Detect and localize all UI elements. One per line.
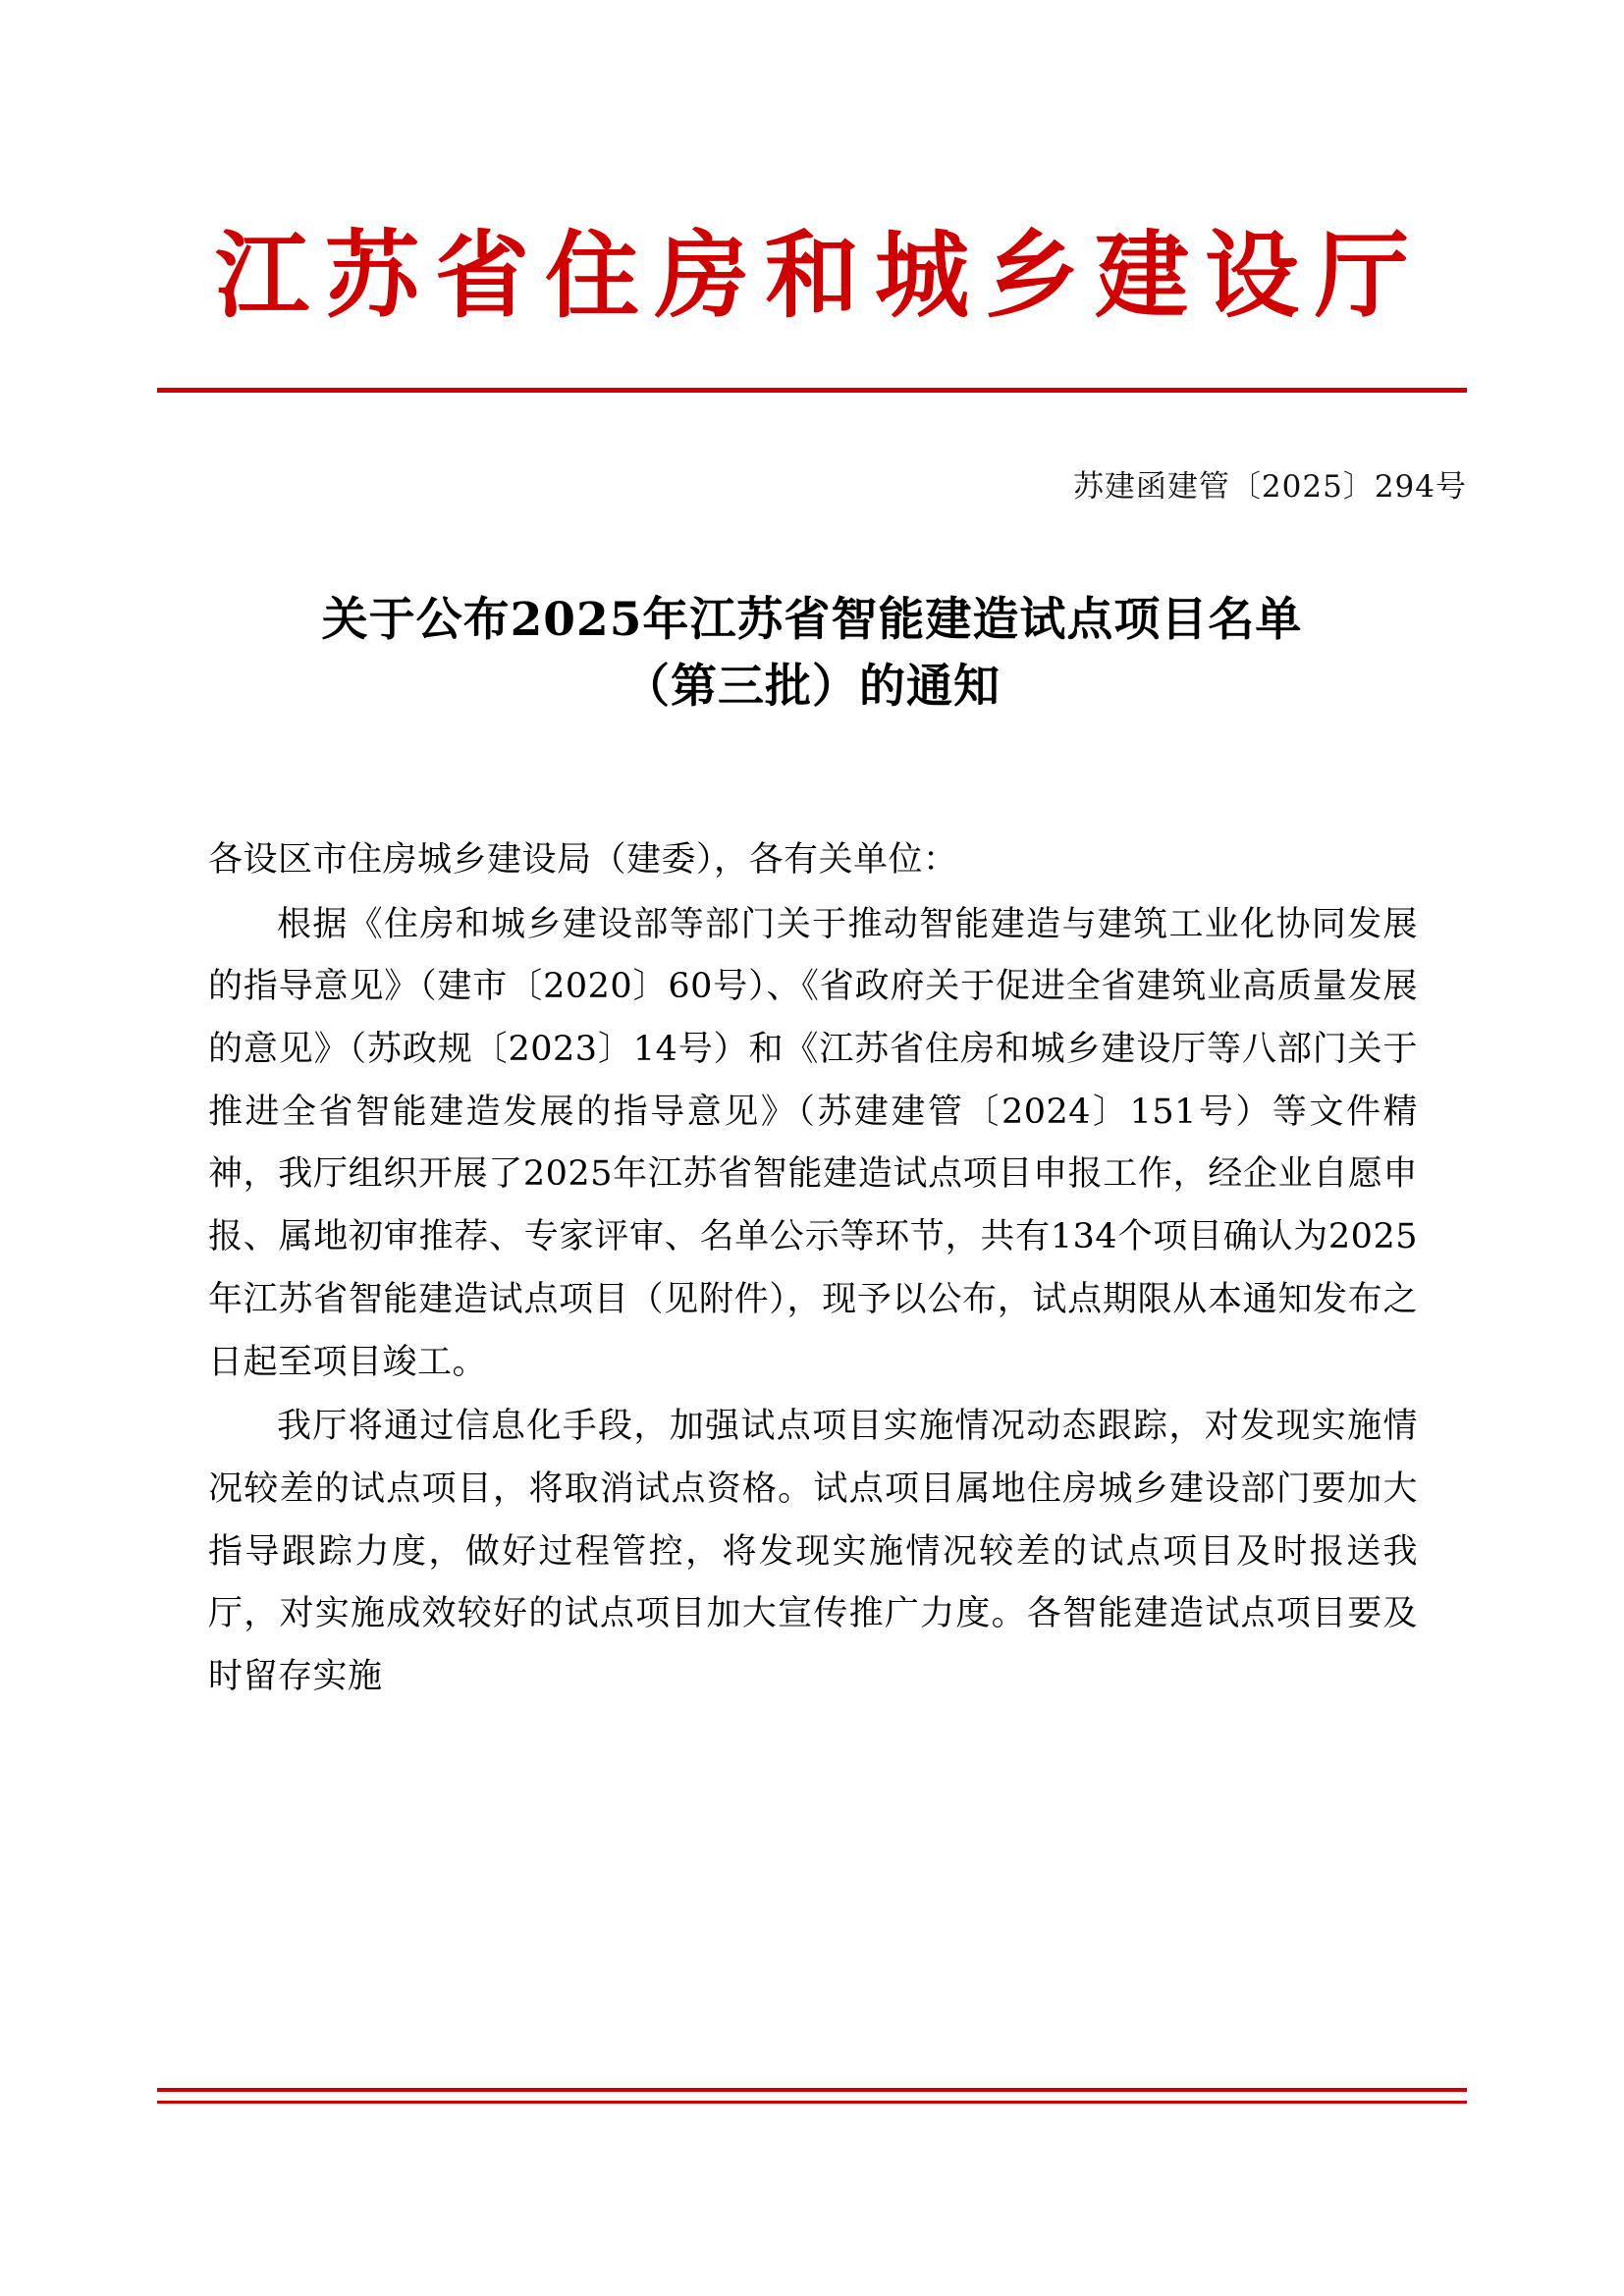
page-title xyxy=(201,587,1423,721)
header-divider-rule xyxy=(157,388,1467,393)
footer-divider-rule-thick xyxy=(157,2088,1467,2092)
footer-divider-rule-thin xyxy=(157,2101,1467,2104)
document-number: 苏建函建管〔2025〕294号 xyxy=(1072,469,1467,505)
masthead xyxy=(0,220,1624,331)
page-title-line-2: （第三批）的通知 xyxy=(623,660,1001,715)
body-paragraph-1: 根据《住房和城乡建设部等部门关于推动智能建造与建筑工业化协同发展的指导意见》（建市〔2020〕60号）、《省政府关于促进全省建筑业高质量发展的意见》（苏政规〔2023〕14号）和《江苏省住房和城乡建设厅等八部门关于推进全省智能建造发展的指导意见》（苏建建管〔2024〕151号）等文件精神，我厅组织开展了2025年江苏省智能建造试点项目申报工作，经企业自愿申报、属地初审推荐、专家评审、名单公示等环节，共有134个项目确认为2025年江苏省智能建造试点项目（见附件），现予以公布，试点期限从本通知发布之日起至项目竣工。 xyxy=(208,904,1418,1382)
document-body xyxy=(208,829,1418,1711)
salutation: 各设区市住房城乡建设局（建委），各有关单位： xyxy=(208,840,958,880)
page-title-line-1: 关于公布2025年江苏省智能建造试点项目名单 xyxy=(321,593,1303,647)
issuing-authority-title: 江苏省住房和城乡建设厅 xyxy=(215,220,1425,331)
body-paragraph-2: 我厅将通过信息化手段，加强试点项目实施情况动态跟踪，对发现实施情况较差的试点项目，将取消试点资格。试点项目属地住房城乡建设部门要加大指导跟踪力度，做好过程管控，将发现实施情况较差的试点项目及时报送我厅，对实施成效较好的试点项目加大宣传推广力度。各智能建造试点项目要及时留存实施 xyxy=(208,1407,1418,1696)
